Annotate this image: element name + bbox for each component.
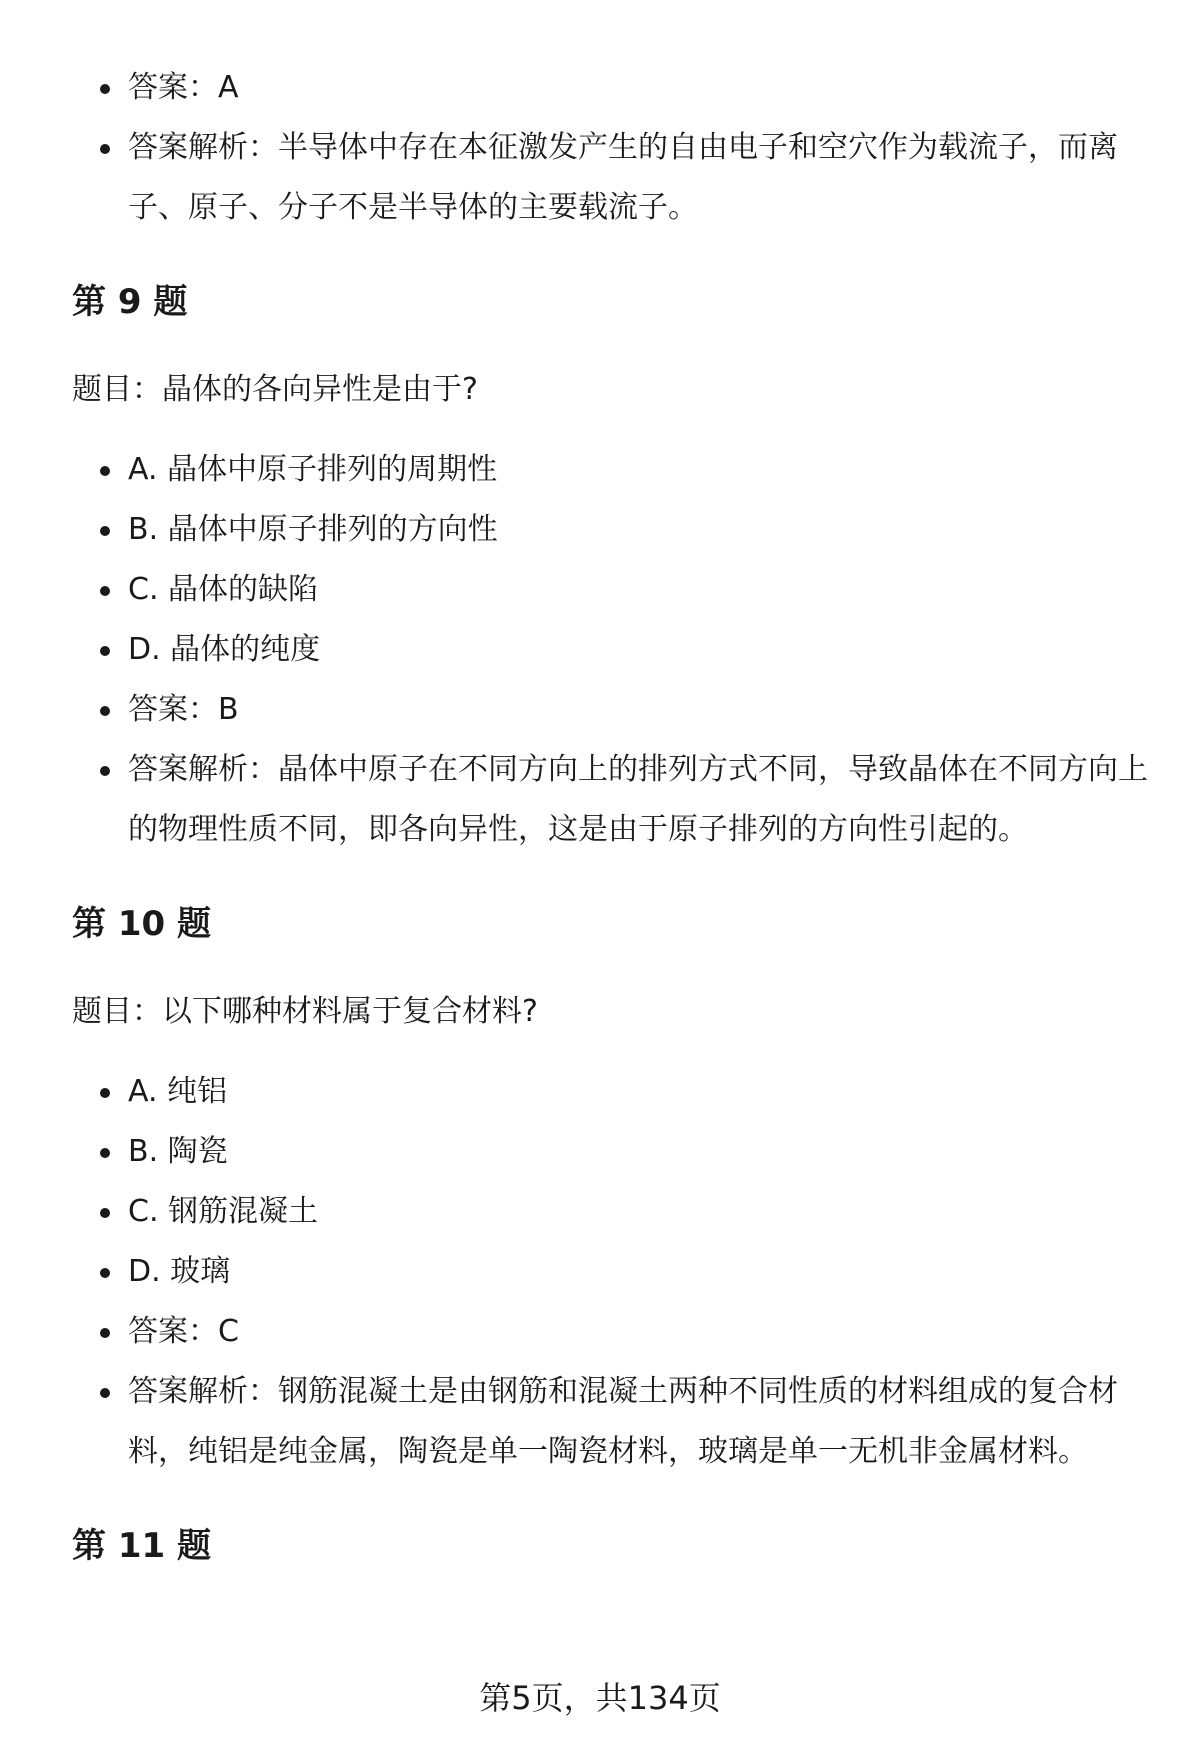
option-item: D. 玻璃 [72,1242,1152,1302]
document-page [72,56,1152,1576]
question-title: 第 11 题 [72,1526,211,1566]
prev-question-list [72,58,1152,238]
explanation-item: 答案解析：半导体中存在本征激发产生的自由电子和空穴作为载流子，而离子、原子、分子不是半导体的主要载流子。 [72,118,1152,238]
option-item: B. 陶瓷 [72,1122,1152,1182]
option-item: A. 晶体中原子排列的周期性 [72,440,1152,500]
question-options-list [72,440,1152,860]
question-options-list [72,1062,1152,1482]
option-item: A. 纯铝 [72,1062,1152,1122]
question-stem: 题目：以下哪种材料属于复合材料? [72,994,538,1029]
answer-item: 答案：A [72,58,1152,118]
question-title: 第 10 题 [72,904,211,944]
option-item: D. 晶体的纯度 [72,620,1152,680]
answer-item: 答案：B [72,680,1152,740]
option-item: C. 钢筋混凝土 [72,1182,1152,1242]
question-stem: 题目：晶体的各向异性是由于? [72,372,478,407]
explanation-item: 答案解析：晶体中原子在不同方向上的排列方式不同，导致晶体在不同方向上的物理性质不同，即各向异性，这是由于原子排列的方向性引起的。 [72,740,1152,860]
question-title: 第 9 题 [72,282,188,322]
explanation-item: 答案解析：钢筋混凝土是由钢筋和混凝土两种不同性质的材料组成的复合材料，纯铝是纯金属，陶瓷是单一陶瓷材料，玻璃是单一无机非金属材料。 [72,1362,1152,1482]
page-number: 第5页，共134页 [479,1679,721,1717]
option-item: B. 晶体中原子排列的方向性 [72,500,1152,560]
option-item: C. 晶体的缺陷 [72,560,1152,620]
answer-item: 答案：C [72,1302,1152,1362]
